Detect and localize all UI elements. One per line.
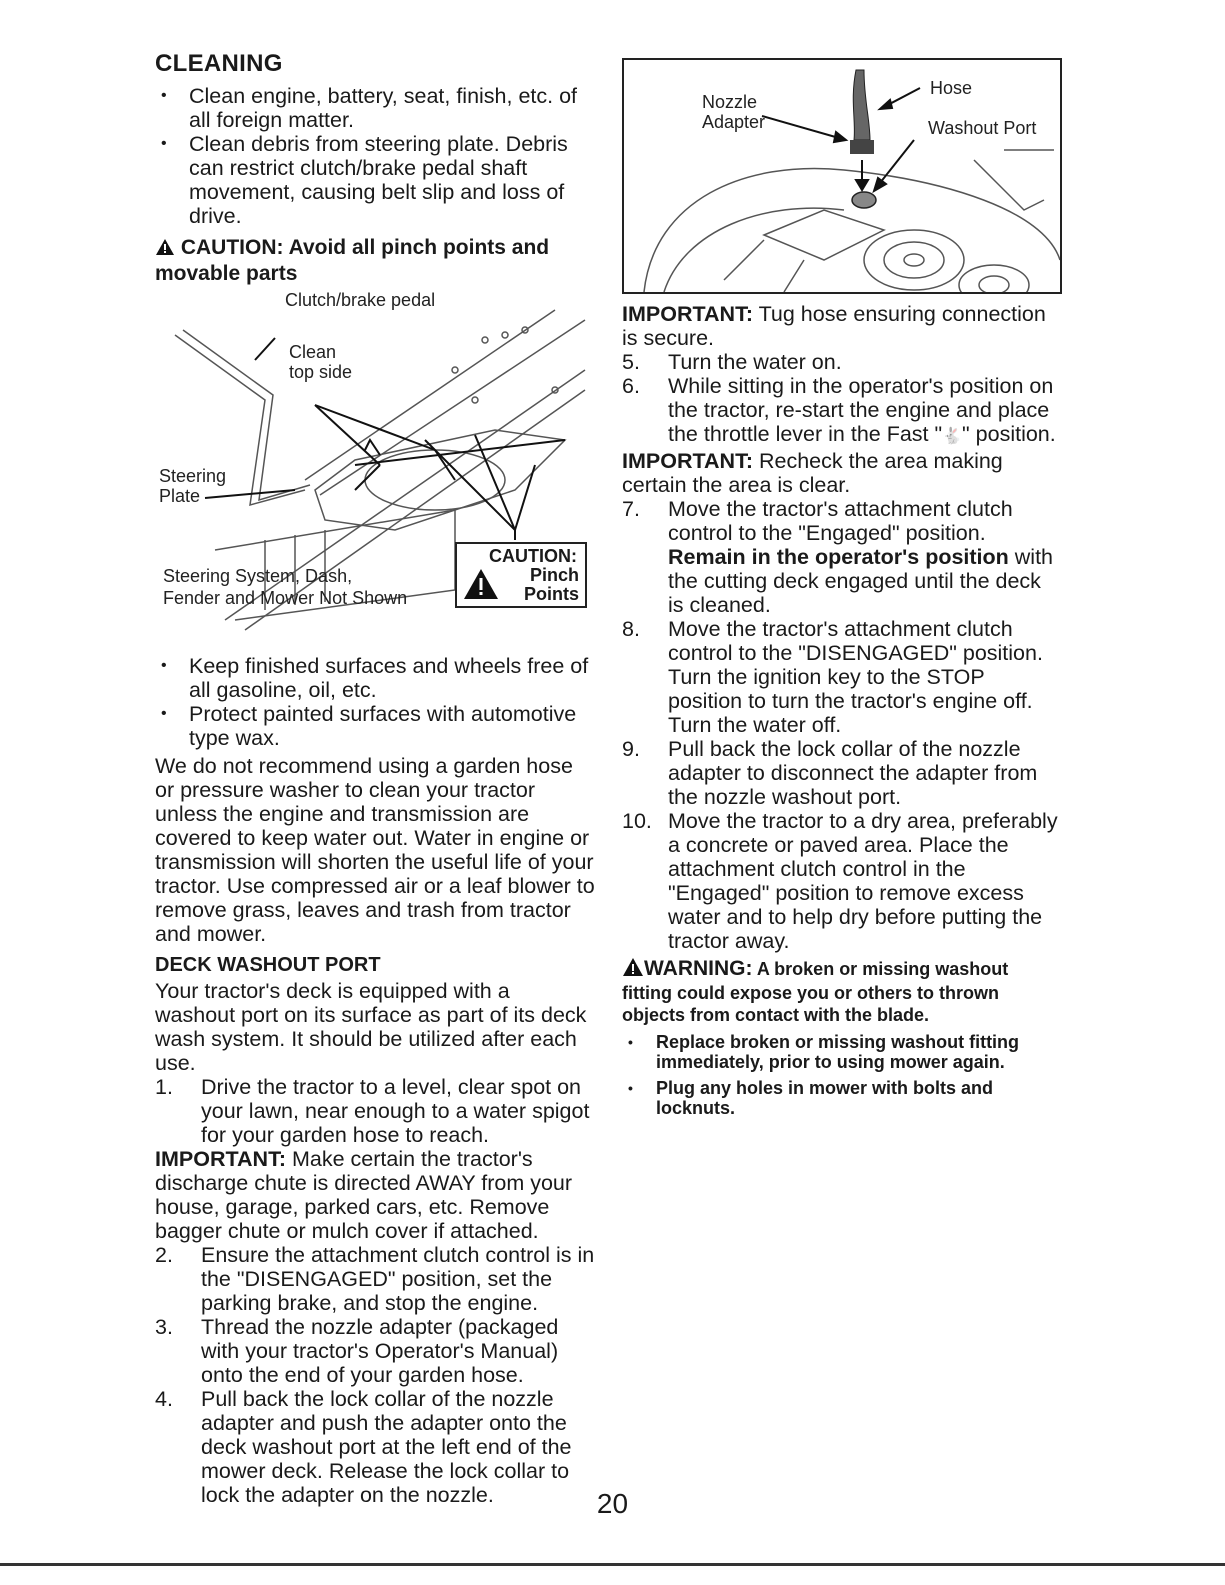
washout-port-illustration (624, 60, 1060, 292)
bottom-divider (0, 1563, 1225, 1566)
important-note-3 (622, 449, 1062, 497)
list-item (622, 374, 1062, 449)
steps-list-1 (155, 1075, 595, 1147)
caution-box-title: CAUTION: (489, 546, 577, 566)
important-label: IMPORTANT: (155, 1147, 286, 1171)
step-text: Ensure the attachment clutch control is in the "DISENGAGED" position, set the parking brake, and stop the engine. (201, 1243, 595, 1315)
right-column (622, 50, 1062, 1124)
washout-port-figure (622, 58, 1062, 294)
warning-text: A broken or missing washout fitting could expose you or others to thrown objects from contact with the blade. (622, 959, 1009, 1025)
page-number: 20 (596, 1488, 629, 1519)
list-item: • Replace broken or missing washout fitting immediately, prior to using mower again. (622, 1032, 1062, 1072)
surface-care-bullets (155, 654, 595, 750)
step-number: 2. (155, 1243, 173, 1267)
caution-box-line1: Pinch (529, 565, 579, 585)
caution-text: Avoid all pinch points and movable parts (155, 236, 550, 285)
list-item (622, 809, 1062, 953)
hose-paragraph: We do not recommend using a garden hose or pressure washer to clean your tractor unless the engine and transmission are covered to keep water out. Water in engine or transmission will shorten the useful life of your tractor. Use compressed air or a leaf blower to remove grass, leaves and trash from tractor and mower. (155, 754, 595, 946)
steps-list-4 (622, 497, 1062, 953)
step-number: 5. (622, 350, 640, 374)
important-label: IMPORTANT: (622, 449, 753, 473)
step-text: Drive the tractor to a level, clear spot on your lawn, near enough to a water spigot for your garden hose to reach. (201, 1075, 590, 1147)
cleaning-heading: CLEANING (155, 50, 283, 77)
label-steering: Steering (159, 466, 227, 486)
list-item (622, 617, 1062, 737)
pinch-points-caution-box (455, 542, 587, 608)
label-not-shown-line1: Steering System, Dash, (163, 566, 353, 586)
deck-washout-heading: DECK WASHOUT PORT (155, 954, 381, 976)
deck-intro: Your tractor's deck is equipped with a washout port on its surface as part of its deck wash system. It should be utilized after each use. (155, 979, 587, 1075)
step-number: 4. (155, 1387, 173, 1411)
warning-triangle-icon (622, 957, 644, 982)
caution-box-text (524, 566, 579, 604)
step-number: 9. (622, 737, 640, 761)
step-text: While sitting in the operator's position on the tractor, re-start the engine and place the throttle lever in the Fast " (668, 374, 1054, 446)
steps-list-3 (622, 350, 1062, 449)
caution-label: CAUTION: (180, 236, 284, 259)
cleaning-bullets (155, 84, 595, 228)
important-note-2 (622, 302, 1062, 350)
warning-triangle-icon (155, 238, 175, 262)
step-text: Thread the nozzle adapter (packaged with your tractor's Operator's Manual) onto the end of your garden hose. (201, 1315, 559, 1387)
list-item: • Keep finished surfaces and wheels free of all gasoline, oil, etc. (155, 654, 595, 702)
step-number: 7. (622, 497, 640, 521)
step-text: " position. (962, 422, 1056, 446)
label-plate: Plate (159, 486, 201, 506)
list-item (622, 350, 1062, 374)
step-number: 3. (155, 1315, 173, 1339)
important-text: Recheck the area making certain the area is clear. (622, 449, 1003, 497)
step-number: 6. (622, 374, 640, 398)
step-text-bold: Remain in the operator's position (668, 545, 1009, 569)
step-text: Pull back the lock collar of the nozzle adapter to disconnect the adapter from the nozzle washout port. (668, 737, 1038, 809)
warning-bullets (622, 1032, 1062, 1118)
left-column (155, 50, 595, 1507)
label-clean: Clean (289, 342, 337, 362)
step-text: Move the tractor's attachment clutch control to the "DISENGAGED" position. Turn the ignition key to the STOP position to turn the tractor's engine off. Turn the water off. (668, 617, 1043, 737)
label-adapter: Adapter (702, 112, 766, 132)
step-number: 1. (155, 1075, 173, 1099)
label-not-shown-line2: Fender and Mower Not Shown (163, 588, 408, 608)
label-clutch-brake-pedal: Clutch/brake pedal (285, 290, 436, 310)
step-number: 10. (622, 809, 652, 833)
list-item: • Clean engine, battery, seat, finish, etc. of all foreign matter. (155, 84, 595, 132)
step-text: Move the tractor's attachment clutch control to the "Engaged" position. (668, 497, 1013, 545)
caution-notice (155, 236, 595, 286)
list-item (622, 737, 1062, 809)
warning-triangle-icon (463, 568, 499, 605)
label-nozzle: Nozzle (702, 92, 758, 112)
step-text: Pull back the lock collar of the nozzle adapter and push the adapter onto the deck washout port at the left end of the mower deck. Release the lock collar to lock the adapter on the nozzle. (201, 1387, 572, 1507)
list-item (155, 1075, 595, 1147)
step-text: Turn the water on. (668, 350, 842, 374)
warning-notice (622, 957, 1062, 1026)
steering-plate-figure (155, 290, 595, 650)
list-item (622, 497, 1062, 617)
important-text: Make certain the tractor's discharge chute is directed AWAY from your house, garage, parked cars, etc. Remove bagger chute or mulch cover if attached. (155, 1147, 573, 1243)
list-item (155, 1315, 595, 1387)
rabbit-icon: 🐇 (942, 428, 963, 445)
warning-label: WARNING: (644, 957, 753, 980)
label-washout-port: Washout Port (928, 118, 1037, 138)
important-text: Tug hose ensuring connection is secure. (622, 302, 1046, 350)
list-item (155, 1243, 595, 1315)
step-number: 8. (622, 617, 640, 641)
step-text: Move the tractor to a dry area, preferably a concrete or paved area. Place the attachment clutch control in the "Engaged" position to remove excess water and to help dry before putting the tractor away. (668, 809, 1058, 953)
list-item: • Protect painted surfaces with automotive type wax. (155, 702, 595, 750)
step-text: with the cutting deck engaged until the deck is cleaned. (668, 545, 1054, 617)
label-hose: Hose (930, 78, 973, 98)
important-note-1 (155, 1147, 595, 1243)
list-item: • Plug any holes in mower with bolts and locknuts. (622, 1078, 1062, 1118)
caution-box-line2: Points (523, 584, 579, 604)
important-label: IMPORTANT: (622, 302, 753, 326)
label-top-side: top side (289, 362, 353, 382)
steps-list-2 (155, 1243, 595, 1507)
list-item: • Clean debris from steering plate. Debris can restrict clutch/brake pedal shaft movement, causing belt slip and loss of drive. (155, 132, 595, 228)
